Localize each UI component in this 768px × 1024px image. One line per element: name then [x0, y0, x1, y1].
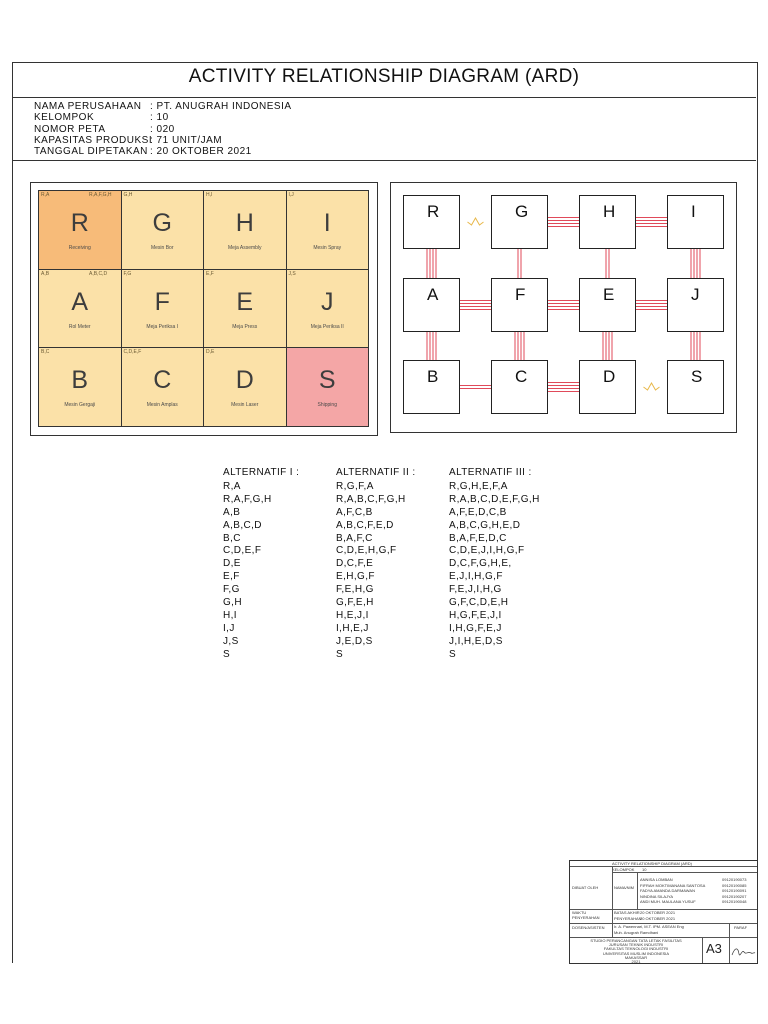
cell-label: Mesin Spray: [313, 245, 342, 251]
layout-cell-d: [203, 347, 287, 427]
alternative-line: S: [223, 648, 231, 660]
ard-diagram: [390, 182, 737, 433]
alternative-line: G,F,C,D,E,H: [449, 597, 509, 609]
ard-node-label: H: [603, 202, 616, 221]
alternative-line: F,G: [223, 584, 240, 596]
cell-tag-left: D,E: [206, 349, 215, 355]
ard-node-label: J: [691, 285, 700, 304]
alternative-line: H,G,F,E,J,I: [449, 609, 502, 621]
tb-institution-line: UNIVERSITAS MUSLIM INDONESIA: [602, 950, 670, 956]
alternative-line: J,S: [223, 635, 239, 647]
alternative-line: G,H: [223, 597, 242, 609]
tb-member-name: ANNISA LOMBAN: [640, 877, 673, 882]
layout-cell-c: [121, 347, 205, 427]
cell-label: Receiving: [68, 245, 91, 251]
cell-tag-left: I,J: [288, 192, 294, 198]
cell-tag-left: E,F: [206, 270, 214, 277]
ard-node-a: [403, 278, 460, 332]
cell-label: Rol Meter: [68, 323, 91, 330]
info-row: [34, 101, 292, 112]
info-row: [34, 112, 292, 123]
alternative-line: S: [449, 648, 457, 660]
tb-penyerahan-label: PENYERAHAN: [614, 916, 642, 921]
cell-letter: A: [71, 287, 89, 316]
alternative-line: E,J,I,H,G,F: [449, 571, 503, 583]
layout-cell-a: [38, 269, 122, 349]
alternative-line: A,B: [223, 506, 241, 518]
tb-institution-line: JURUSAN TEKNIK INDUSTRI: [608, 942, 664, 948]
ard-node-h: [579, 195, 636, 249]
alternative-line: B,A,F,E,D,C: [449, 532, 507, 544]
tb-dosen-1: Ir. A. Pawennari, M.T. IPM. ASEAN Eng: [614, 924, 684, 929]
title-divider: [12, 97, 756, 98]
tb-batas-akhir-label: BATAS AKHIR: [614, 910, 640, 915]
cell-label: Shipping: [317, 402, 337, 408]
info-key: TANGGAL DIPETAKAN: [34, 146, 148, 158]
alternative-line: D,C,F,G,H,E,: [449, 558, 512, 570]
ard-node-g: [491, 195, 548, 249]
cell-letter: B: [71, 366, 89, 394]
ard-node-e: [579, 278, 636, 332]
alternative-line: R,G,H,E,F,A: [449, 480, 508, 492]
tb-nama-nim: NAMA/NIM: [614, 885, 634, 890]
cell-letter: C: [153, 366, 172, 394]
tb-member-name: FADYA AMANDA DARMAWAN: [640, 888, 695, 893]
alternative-line: R,A,B,C,D,E,F,G,H: [449, 493, 540, 505]
info-value: : 020: [150, 123, 175, 135]
tb-member-nim: 09120190048: [722, 899, 747, 904]
tb-dosen-2: Muh. Anugrah Ramdhani: [614, 930, 659, 935]
cell-letter: G: [152, 209, 172, 237]
tb-batas-akhir-value: 20 OKTOBER 2021: [640, 910, 676, 915]
ard-node-label: E: [603, 285, 615, 304]
alternative-line: D,E: [223, 558, 241, 570]
alternative-line: A,B,C,G,H,E,D: [449, 519, 521, 531]
layout-cell-j: [286, 269, 370, 349]
tb-heading: ACTIVITY RELATIONSHIP DIAGRAM (ARD): [612, 861, 693, 866]
cell-tag-right: A,B,C,D: [89, 270, 108, 277]
tb-institution-line: STUDIO PERANCANGAN TATA LETAK FASILITAS: [590, 938, 682, 943]
ard-node-c: [491, 360, 548, 414]
alternative-line: I,J: [223, 622, 235, 634]
cell-letter: J: [321, 287, 334, 316]
alternative-line: H,E,J,I: [336, 609, 369, 621]
ard-node-label: C: [515, 367, 528, 386]
cell-label: Meja Assembly: [227, 245, 262, 251]
cell-tag-left: F,G: [123, 270, 132, 277]
info-block: [34, 101, 292, 157]
alternative-line: C,D,E,J,I,H,G,F: [449, 545, 525, 557]
cell-letter: D: [235, 366, 254, 394]
alternative-line: I,H,G,F,E,J: [449, 622, 502, 634]
ard-link-d-s: [644, 383, 660, 390]
info-row: [34, 135, 292, 146]
tb-institution-line: FAKULTAS TEKNOLOGI INDUSTRI: [603, 946, 669, 952]
ard-node-label: B: [427, 367, 439, 386]
alternative-line: R,G,F,A: [336, 480, 374, 492]
info-key: NOMOR PETA: [34, 123, 106, 135]
cell-label: Meja Periksa II: [310, 323, 344, 330]
alternative-line: B,C: [223, 532, 241, 544]
ard-node-d: [579, 360, 636, 414]
alternative-line: E,H,G,F: [336, 571, 375, 583]
layout-cell-r: [38, 190, 122, 270]
ard-node-i: [667, 195, 724, 249]
tb-waktu-label: WAKTU PENYERAHAN: [572, 910, 600, 920]
cell-tag-left: J,S: [288, 270, 296, 277]
alternative-line: F,E,H,G: [336, 584, 374, 596]
layout-cell-i: [286, 190, 370, 270]
ard-node-label: I: [691, 202, 696, 221]
alternative-heading: ALTERNATIF I :: [223, 467, 300, 478]
ard-node-label: A: [427, 285, 439, 304]
info-row: [34, 124, 292, 135]
alternative-2: [336, 467, 416, 662]
info-divider: [12, 160, 756, 161]
alternative-1: [223, 467, 299, 662]
layout-cell-b: [38, 347, 122, 427]
alternative-line: J,I,H,E,D,S: [449, 635, 503, 647]
alternative-line: E,F: [223, 571, 240, 583]
info-value: : PT. ANUGRAH INDONESIA: [150, 101, 292, 112]
cell-letter: I: [323, 209, 331, 237]
alternative-line: A,F,C,B: [336, 506, 373, 518]
ard-node-label: F: [515, 285, 526, 304]
alternative-line: R,A,F,G,H: [223, 493, 272, 505]
info-row: [34, 146, 292, 157]
cell-letter: E: [236, 287, 254, 316]
tb-kelompok-value: 10: [642, 867, 647, 872]
cell-tag-left: C,D,E,F: [123, 349, 142, 355]
tb-member-name: FIFRAH MOKTIMANANA SANTOSA: [640, 882, 706, 888]
ard-node-b: [403, 360, 460, 414]
signature-icon: [730, 945, 756, 959]
tb-kelompok-label: KELOMPOK: [612, 867, 635, 872]
title-block: [569, 860, 758, 964]
cell-tag-left: A,B: [41, 270, 50, 277]
ard-node-label: R: [427, 202, 440, 221]
ard-node-label: S: [691, 367, 703, 386]
alternative-3: [449, 467, 540, 662]
tb-penyerahan-value: 20 OKTOBER 2021: [640, 916, 676, 921]
tb-paper-size: A3: [706, 941, 722, 956]
alternative-line: F,E,J,I,H,G: [449, 584, 502, 596]
tb-member-nim: 09120190073: [722, 877, 747, 882]
cell-tag-left: B,C: [41, 349, 50, 355]
alternative-heading: ALTERNATIF III :: [449, 467, 532, 478]
alternative-line: S: [336, 648, 344, 660]
info-value: : 71 UNIT/JAM: [150, 134, 223, 146]
cell-label: Meja Press: [232, 323, 258, 330]
layout-cell-h: [203, 190, 287, 270]
alternative-line: B,A,F,C: [336, 532, 373, 544]
layout-cell-g: [121, 190, 205, 270]
ard-node-r: [403, 195, 460, 249]
info-key: KAPASITAS PRODUKSI: [34, 134, 153, 146]
alternative-line: A,F,E,D,C,B: [449, 506, 507, 518]
cell-letter: H: [235, 209, 254, 237]
info-key: NAMA PERUSAHAAN: [34, 101, 142, 112]
alternative-line: C,D,E,H,G,F: [336, 545, 397, 557]
layout-cell-e: [203, 269, 287, 349]
layout-cell-s: [286, 347, 370, 427]
tb-institution-line: 2021: [631, 959, 641, 964]
cell-label: Mesin Bor: [150, 245, 174, 251]
cell-tag-left: H,I: [206, 192, 213, 198]
cell-tag-right: R,A,F,G,H: [89, 192, 112, 198]
tb-paraf-label: PARAF: [734, 925, 748, 930]
info-value: : 20 OKTOBER 2021: [150, 146, 252, 158]
alternative-heading: ALTERNATIF II :: [336, 467, 416, 478]
page-title: ACTIVITY RELATIONSHIP DIAGRAM (ARD): [188, 66, 580, 87]
tb-member-name: NINDINA SILAJYA: [640, 893, 674, 899]
ard-node-f: [491, 278, 548, 332]
cell-letter: S: [318, 366, 336, 394]
alternative-line: H,I: [223, 609, 237, 621]
cell-label: Mesin Gergaji: [64, 402, 96, 408]
cell-tag-left: G,H: [123, 192, 133, 198]
alternative-line: A,B,C,D: [223, 519, 262, 531]
tb-dibuat-oleh: DIBUAT OLEH: [572, 885, 599, 890]
tb-dosen-label: DOSEN/ASISTEN: [572, 925, 605, 930]
ard-node-label: D: [603, 367, 616, 386]
cell-label: Mesin Laser: [231, 402, 259, 408]
cell-letter: R: [70, 209, 89, 237]
alternative-line: I,H,E,J: [336, 622, 369, 634]
alternative-line: J,E,D,S: [336, 635, 373, 647]
tb-member-name: ANDI MUH. MAULANA YUSUF: [640, 899, 696, 904]
info-key: KELOMPOK: [34, 112, 95, 124]
info-value: : 10: [150, 112, 169, 124]
cell-label: Mesin Amplas: [146, 402, 178, 408]
ard-node-s: [667, 360, 724, 414]
ard-node-label: G: [515, 202, 529, 221]
alternative-line: C,D,E,F: [223, 545, 262, 557]
layout-grid: [30, 182, 378, 436]
tb-member-nim: 09120190207: [722, 893, 747, 899]
cell-label: Meja Periksa I: [146, 323, 179, 330]
ard-link-r-g: [468, 218, 484, 225]
tb-member-nim: 09120190091: [722, 888, 747, 893]
layout-cell-f: [121, 269, 205, 349]
tb-member-nim: 09120190085: [722, 882, 747, 888]
cell-letter: F: [154, 287, 170, 316]
alternative-line: G,F,E,H: [336, 597, 374, 609]
alternative-line: A,B,C,F,E,D: [336, 519, 394, 531]
cell-tag-left: R,A: [41, 192, 50, 198]
alternative-line: D,C,F,E: [336, 558, 374, 570]
alternative-line: R,A,B,C,F,G,H: [336, 493, 406, 505]
ard-node-j: [667, 278, 724, 332]
tb-institution-line: MAKASSAR: [624, 954, 648, 960]
alternative-line: R,A: [223, 480, 241, 492]
